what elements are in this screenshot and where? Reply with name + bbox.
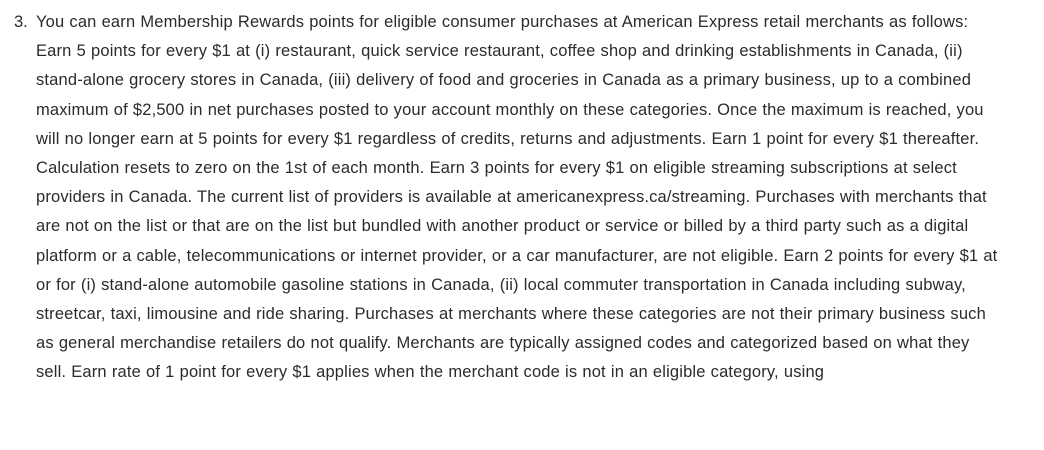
list-item-text: You can earn Membership Rewards points for eligible consumer purchases at American Express retail merchants as follows: Earn 5 points for every $1 at (i) restaurant, quick service restaurant, coffee shop and drinking establishments in Canada, (ii) stand-alone grocery stores in Canada, (iii) delivery of food and groceries in Canada as a primary business, up to a combined maximum of $2,500 in net purchases posted to your account monthly on these categories. Once the maximum is reached, you will no longer earn at 5 points for every $1 regardless of credits, returns and adjustments. Earn 1 point for every $1 thereafter. Calculation resets to zero on the 1st of each month. Earn 3 points for every $1 on eligible streaming subscriptions at select providers in Canada. The current list of providers is available at americanexpress.ca/streaming. Purchases with merchants that are not on the list or that are on the list but bundled with another product or service or billed by a third party such as a digital platform or a cable, telecommunications or internet provider, or a car manufacturer, are not eligible. Earn 2 points for every $1 at or for (i) stand-alone automobile gasoline stations in Canada, (ii) local commuter transportation in Canada including subway, streetcar, taxi, limousine and ride sharing. Purchases at merchants where these categories are not their primary business such as general merchandise retailers do not qualify. Merchants are typically assigned codes and categorized based on what they sell. Earn rate of 1 point for every $1 applies when the merchant code is not in an eligible category, using	[36, 13, 998, 382]
list-item-marker: 3.	[14, 13, 28, 31]
